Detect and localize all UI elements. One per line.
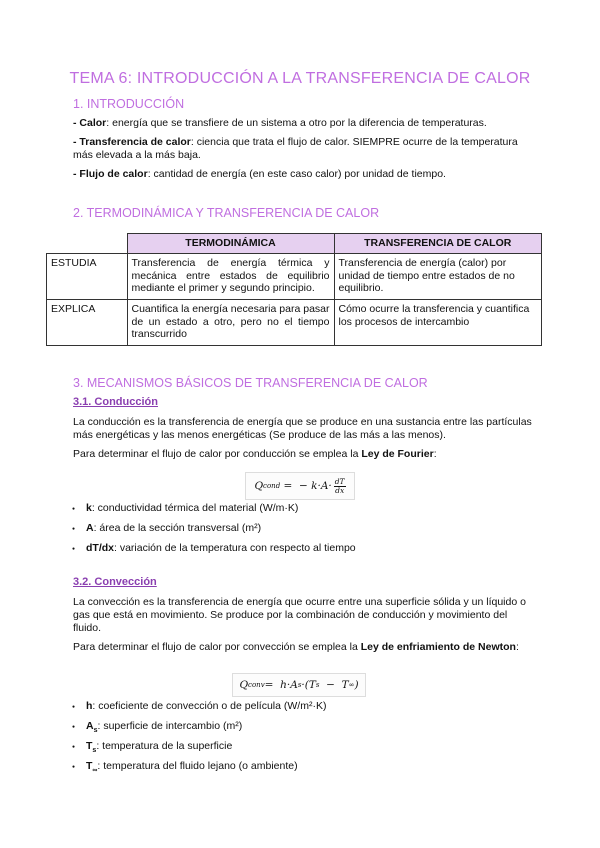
section-1-heading: 1. INTRODUCCIÓN <box>73 97 185 111</box>
section-3-heading: 3. MECANISMOS BÁSICOS DE TRANSFERENCIA DE CALOR <box>73 376 428 390</box>
table-header: TRANSFERENCIA DE CALOR <box>334 234 542 254</box>
list-item: ● h: coeficiente de convección o de película (W/m²·K) <box>86 700 326 720</box>
table-row <box>47 254 542 300</box>
table-row <box>47 300 542 346</box>
table-cell: Transferencia de energía (calor) por unidad de tiempo entre estados de no equilibrio. <box>334 254 542 300</box>
definition-transferencia: - Transferencia de calor: ciencia que trata el flujo de calor. SIEMPRE ocurre de la temperatura más elevada a la más baja. <box>73 136 518 161</box>
comparison-table <box>46 233 542 346</box>
table-cell: Cómo ocurre la transferencia y cuantifica los procesos de intercambio <box>334 300 542 346</box>
table-cell: Transferencia de energía térmica y mecánica entre estados de equilibrio mediante el primer y segundo principio. <box>127 254 334 300</box>
page-title: TEMA 6: INTRODUCCIÓN A LA TRANSFERENCIA DE CALOR <box>69 70 531 87</box>
list-item: ● $A_s$: superficie de intercambio (m²) <box>86 720 326 740</box>
table-header: TERMODINÁMICA <box>127 234 334 254</box>
subsection-conveccion-heading: 3.2. Convección <box>73 576 157 588</box>
table-cell: Cuantifica la energía necesaria para pasar de un estado a otro, pero no el tiempo transcurrido <box>127 300 334 346</box>
conveccion-paragraph: La convección es la transferencia de energía que ocurre entre una superficie sólida y un líquido o gas que está en movimiento. Se produce por la combinación de conducción y movimiento del fluido. <box>73 596 526 634</box>
row-label: ESTUDIA <box>47 254 128 300</box>
conduccion-paragraph: La conducción es la transferencia de energía que se produce en una sustancia entre las partículas más energéticas y las menos energéticas (Se produce de las más a las menos). <box>73 416 532 441</box>
subsection-conduccion-heading: 3.1. Conducción <box>73 396 158 408</box>
row-label: EXPLICA <box>47 300 128 346</box>
newton-intro: Para determinar el flujo de calor por convección se emplea la Ley de enfriamiento de Newton: <box>73 641 519 653</box>
fourier-formula: Q cond = − k·A· $\frac{dT}{dx}$ <box>245 472 355 500</box>
newton-formula: Q conv = h·A s ·(T s − T ∞ ) <box>232 673 366 697</box>
fourier-intro: Para determinar el flujo de calor por conducción se emplea la Ley de Fourier: <box>73 448 437 460</box>
list-item: ● $T_\infty$: temperatura del fluido lejano (o ambiente) <box>86 760 326 780</box>
definition-calor: - Calor: energía que se transfiere de un sistema a otro por la diferencia de temperaturas. <box>73 117 487 129</box>
conduccion-variables-list <box>86 502 356 562</box>
conveccion-variables-list <box>86 700 326 780</box>
list-item: ● A: área de la sección transversal (m²) <box>86 522 356 542</box>
list-item: ● dT/dx: variación de la temperatura con respecto al tiempo <box>86 542 356 562</box>
section-2-heading: 2. TERMODINÁMICA Y TRANSFERENCIA DE CALOR <box>73 206 380 220</box>
definition-flujo: - Flujo de calor: cantidad de energía (en este caso calor) por unidad de tiempo. <box>73 168 446 180</box>
list-item: ● k: conductividad térmica del material (W/m·K) <box>86 502 356 522</box>
list-item: ● $T_s$: temperatura de la superficie <box>86 740 326 760</box>
